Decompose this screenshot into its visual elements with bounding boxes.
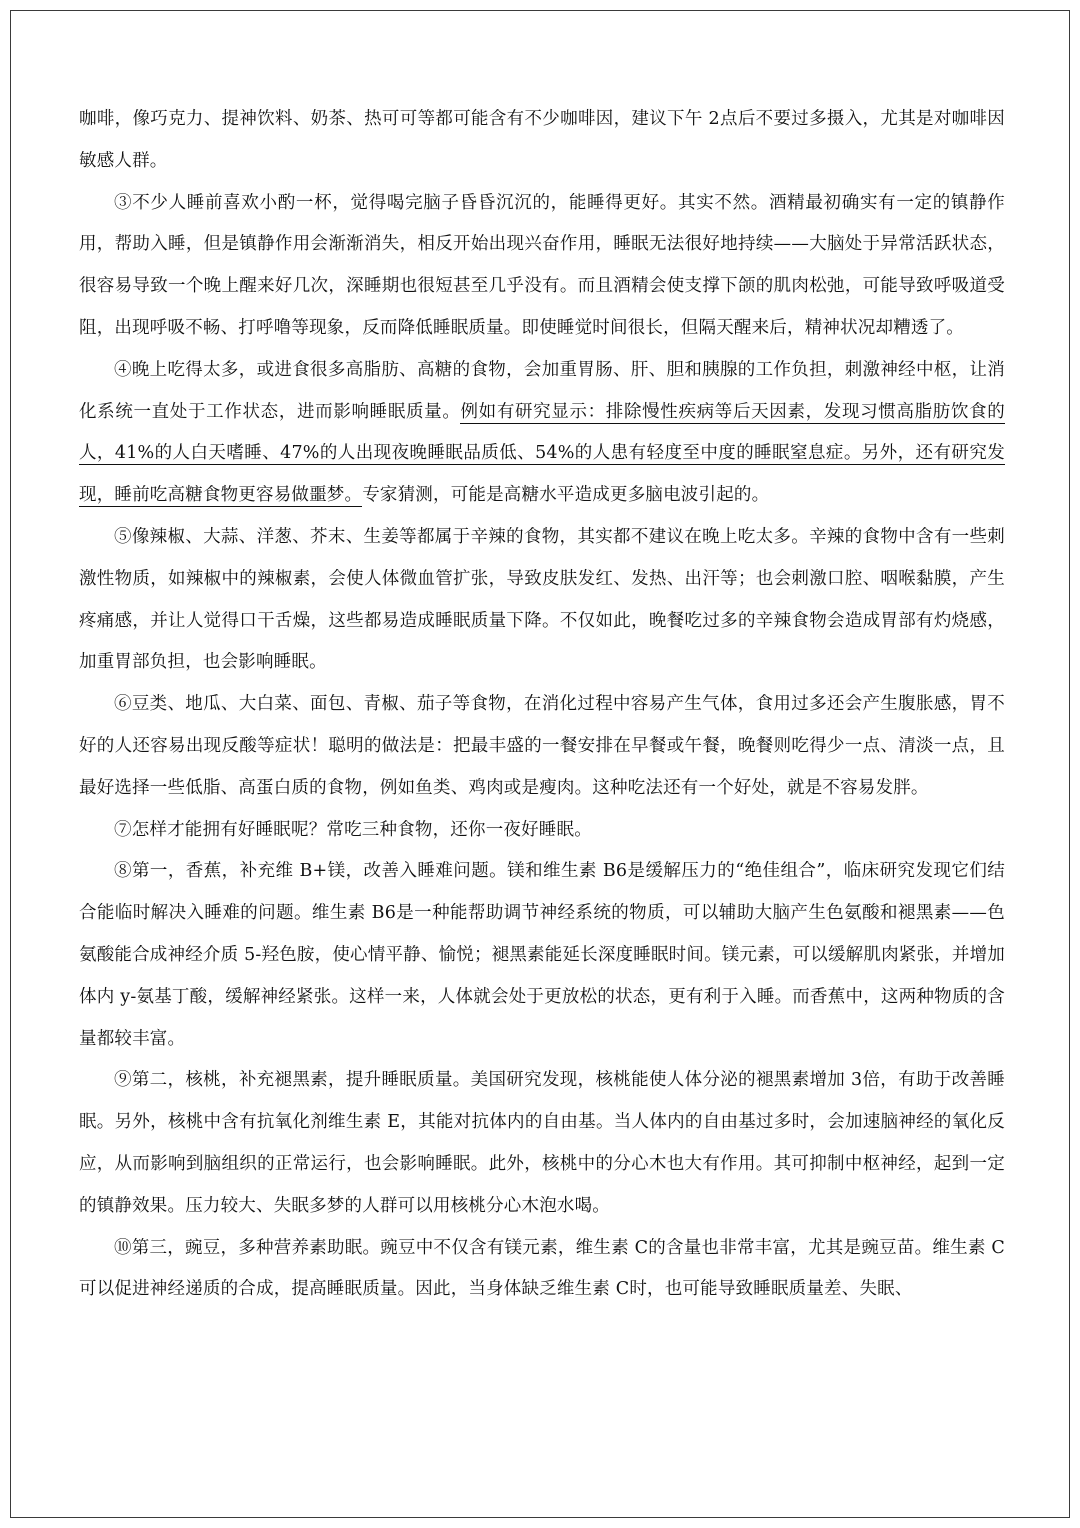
paragraph-text: ③不少人睡前喜欢小酌一杯，觉得喝完脑子昏昏沉沉的，能睡得更好。其实不然。酒精最初确实有一定的镇静作用，帮助入睡，但是镇静作用会渐渐消失，相反开始出现兴奋作用，睡眠无法很好地持续——大脑处于异常活跃状态，很容易导致一个晚上醒来好几次，深睡期也很短甚至几乎没有。而且酒精会使支撑下颌的肌肉松弛，可能导致呼吸道受阻，出现呼吸不畅、打呼噜等现象，反而降低睡眠质量。即使睡觉时间很长，但隔天醒来后，精神状况却糟透了。 [79,192,1005,338]
underlined-research-text: 例如有研究显示：排除慢性疾病等后天因素，发现习惯高脂肪饮食的人，41%的人白天嗜睡、47%的人出现夜晚睡眠品质低、54%的人患有轻度至中度的睡眠窒息症。另外，还有研究发现，睡前吃高糖食物更容易做噩梦。 [79,401,1005,506]
paragraph-4-overeating [79,350,1005,517]
paragraph-9-walnut [79,1060,1005,1227]
paragraph-5-spicy-food [79,517,1005,684]
paragraph-coffee-continued [79,99,1005,183]
article-body [79,99,1005,1311]
paragraph-8-banana [79,851,1005,1060]
paragraph-text: ⑨第二，核桃，补充褪黑素，提升睡眠质量。美国研究发现，核桃能使人体分泌的褪黑素增加 3倍，有助于改善睡眠。另外，核桃中含有抗氧化剂维生素 E，其能对抗体内的自由基。当人体内的自由基过多时，会加速脑神经的氧化反应，从而影响到脑组织的正常运行，也会影响睡眠。此外，核桃中的分心木也大有作用。其可抑制中枢神经，起到一定的镇静效果。压力较大、失眠多梦的人群可以用核桃分心木泡水喝。 [79,1070,1005,1216]
paragraph-7-question [79,810,1005,852]
paragraph-text: ⑧第一，香蕉，补充维 B+镁，改善入睡难问题。镁和维生素 B6是缓解压力的“绝佳组合”，临床研究发现它们结合能临时解决入睡难的问题。维生素 B6是一种能帮助调节神经系统的物质，可以辅助大脑产生色氨酸和褪黑素——色氨酸能合成神经介质 5-羟色胺，使心情平静、愉悦；褪黑素能延长深度睡眠时间。镁元素，可以缓解肌肉紧张，并增加体内 y-氨基丁酸，缓解神经紧张。这样一来，人体就会处于更放松的状态，更有利于入睡。而香蕉中，这两种物质的含量都较丰富。 [79,861,1005,1049]
paragraph-6-gas-food [79,684,1005,809]
paragraph-3-alcohol [79,183,1005,350]
paragraph-text: ④晚上吃得太多，或进食很多高脂肪、高糖的食物，会加重胃肠、肝、胆和胰腺的工作负担，刺激神经中枢，让消化系统一直处于工作状态，进而影响睡眠质量。 [79,359,1005,422]
paragraph-text: ⑥豆类、地瓜、大白菜、面包、青椒、茄子等食物，在消化过程中容易产生气体，食用过多还会产生腹胀感，胃不好的人还容易出现反酸等症状！聪明的做法是：把最丰盛的一餐安排在早餐或午餐，晚餐则吃得少一点、清淡一点，且最好选择一些低脂、高蛋白质的食物，例如鱼类、鸡肉或是瘦肉。这种吃法还有一个好处，就是不容易发胖。 [79,694,1005,798]
paragraph-text: ⑤像辣椒、大蒜、洋葱、芥末、生姜等都属于辛辣的食物，其实都不建议在晚上吃太多。辛辣的食物中含有一些刺激性物质，如辣椒中的辣椒素，会使人体微血管扩张，导致皮肤发红、发热、出汗等；也会刺激口腔、咽喉黏膜，产生疼痛感，并让人觉得口干舌燥，这些都易造成睡眠质量下降。不仅如此，晚餐吃过多的辛辣食物会造成胃部有灼烧感，加重胃部负担，也会影响睡眠。 [79,526,1005,673]
paragraph-text: ⑩第三，豌豆，多种营养素助眠。豌豆中不仅含有镁元素，维生素 C的含量也非常丰富，尤其是豌豆苗。维生素 C 可以促进神经递质的合成，提高睡眠质量。因此，当身体缺乏维生素 C时，也可能导致睡眠质量差、失眠、 [79,1237,1005,1300]
paragraph-text: 咖啡，像巧克力、提神饮料、奶茶、热可可等都可能含有不少咖啡因，建议下午 2点后不要过多摄入，尤其是对咖啡因敏感人群。 [79,109,1005,171]
paragraph-text: 专家猜测，可能是高糖水平造成更多脑电波引起的。 [362,485,770,506]
paragraph-text: ⑦怎样才能拥有好睡眠呢？常吃三种食物，还你一夜好睡眠。 [114,819,592,840]
paragraph-10-pea [79,1228,1005,1312]
